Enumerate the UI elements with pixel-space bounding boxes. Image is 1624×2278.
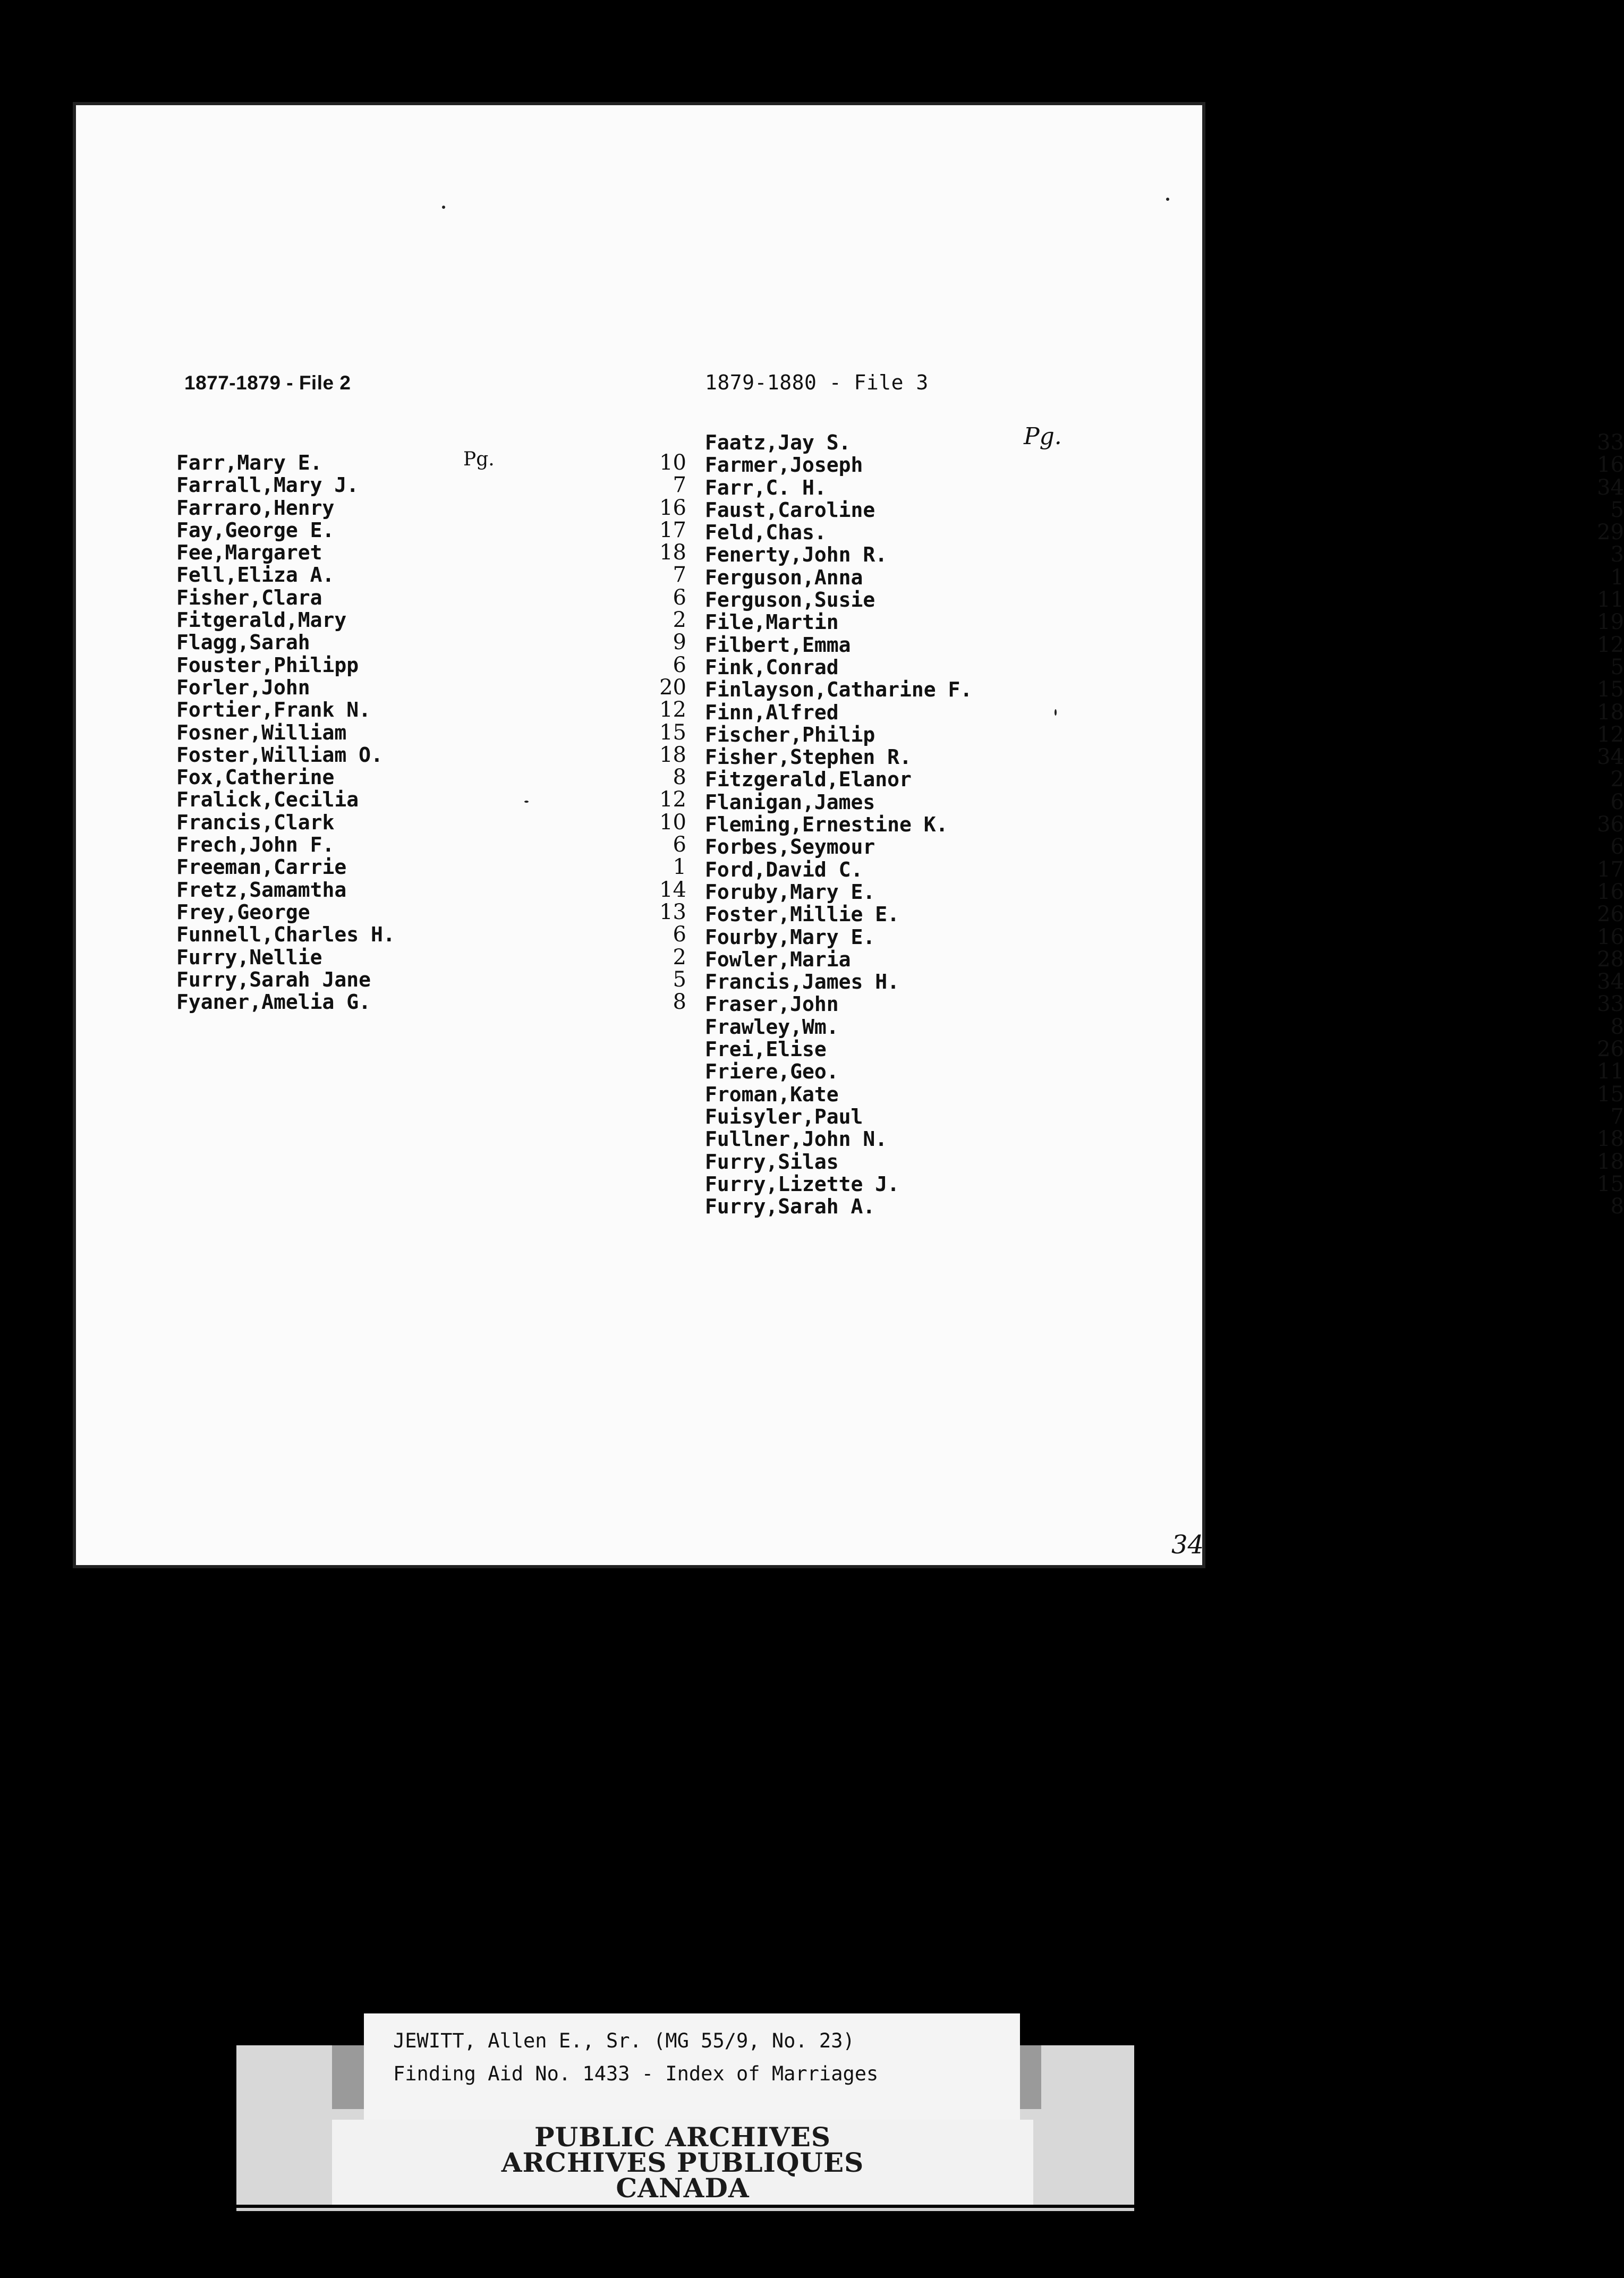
entry-name: Ferguson,Anna bbox=[705, 565, 863, 589]
entry-page: 18 bbox=[659, 540, 686, 565]
index-entry bbox=[176, 788, 708, 811]
index-entry bbox=[176, 811, 708, 834]
archives-stamp bbox=[332, 2120, 1033, 2205]
index-entry bbox=[176, 474, 708, 496]
index-entry bbox=[176, 923, 708, 946]
index-entry bbox=[176, 564, 708, 586]
entry-page: 15 bbox=[1597, 1171, 1624, 1196]
entry-name: Ferguson,Susie bbox=[705, 588, 875, 612]
entry-page: 8 bbox=[673, 990, 686, 1015]
document-page bbox=[73, 102, 1624, 1568]
entry-page: 5 bbox=[1610, 497, 1624, 522]
entry-name: Farrall,Mary J. bbox=[176, 473, 359, 497]
entry-name: Foster,Millie E. bbox=[705, 903, 900, 926]
index-entry bbox=[176, 631, 708, 653]
bottom-rule bbox=[236, 2208, 1134, 2211]
index-entry bbox=[705, 1014, 1624, 1039]
entry-page: 8 bbox=[673, 765, 686, 790]
index-entry bbox=[705, 947, 1624, 972]
entry-name: Ford,David C. bbox=[705, 857, 863, 881]
index-entry bbox=[705, 654, 1624, 679]
entry-page: 18 bbox=[1597, 1149, 1624, 1174]
index-entry bbox=[176, 519, 708, 541]
index-entry bbox=[705, 588, 1624, 613]
entry-page: 16 bbox=[1597, 924, 1624, 949]
entry-page: 8 bbox=[1610, 1194, 1624, 1219]
entry-page: 2 bbox=[1610, 767, 1624, 792]
entry-name: Fischer,Philip bbox=[705, 722, 875, 746]
entry-name: Foruby,Mary E. bbox=[705, 880, 875, 904]
entry-name: Funnell,Charles H. bbox=[176, 923, 395, 947]
left-column-heading: 1877-1879 - File 2 bbox=[184, 372, 351, 394]
entry-page: 10 bbox=[659, 450, 686, 475]
entry-page: 12 bbox=[1597, 722, 1624, 747]
entry-page: 8 bbox=[1610, 1014, 1624, 1039]
entry-name: Fullner,John N. bbox=[705, 1127, 888, 1151]
entry-name: Finn,Alfred bbox=[705, 700, 839, 724]
entry-name: Francis,James H. bbox=[705, 970, 900, 994]
entry-name: Faatz,Jay S. bbox=[705, 431, 851, 454]
entry-page: 6 bbox=[673, 585, 686, 610]
index-entry bbox=[705, 970, 1624, 994]
entry-name: Furry,Silas bbox=[705, 1150, 839, 1174]
entry-page: 7 bbox=[673, 563, 686, 588]
entry-name: Frei,Elise bbox=[705, 1038, 827, 1061]
entry-page: 16 bbox=[1597, 879, 1624, 904]
stamp-line-2: ARCHIVES PUBLIQUES bbox=[501, 2147, 864, 2178]
index-entry bbox=[705, 497, 1624, 522]
index-entry bbox=[176, 497, 708, 519]
entry-name: Farr,C. H. bbox=[705, 475, 827, 499]
dust-speck bbox=[1166, 198, 1169, 201]
entry-page: 28 bbox=[1597, 947, 1624, 972]
entry-page: 9 bbox=[673, 630, 686, 655]
entry-page: 18 bbox=[1597, 700, 1624, 725]
index-entry bbox=[176, 609, 708, 631]
label-shadow-right bbox=[1020, 2045, 1041, 2109]
entry-page: 33 bbox=[1597, 430, 1624, 455]
entry-name: Fitgerald,Mary bbox=[176, 608, 347, 632]
entry-name: Farr,Mary E. bbox=[176, 451, 322, 474]
index-entry bbox=[176, 834, 708, 856]
index-entry bbox=[176, 744, 708, 766]
entry-page: 12 bbox=[1597, 632, 1624, 657]
entry-name: Francis,Clark bbox=[176, 810, 335, 834]
left-pg-label: Pg. bbox=[463, 448, 495, 470]
entry-name: Fraser,John bbox=[705, 992, 839, 1016]
index-entry bbox=[705, 542, 1624, 567]
index-entry bbox=[705, 902, 1624, 927]
index-entry bbox=[705, 879, 1624, 904]
entry-page: 34 bbox=[1597, 970, 1624, 994]
entry-name: Fyaner,Amelia G. bbox=[176, 990, 371, 1014]
entry-name: File,Martin bbox=[705, 610, 839, 634]
index-entry bbox=[705, 475, 1624, 500]
entry-name: Fouster,Philipp bbox=[176, 653, 359, 677]
label-line-1: JEWITT, Allen E., Sr. (MG 55/9, No. 23) bbox=[393, 2029, 855, 2052]
entry-page: 5 bbox=[1610, 654, 1624, 679]
index-entry bbox=[705, 632, 1624, 657]
index-entry bbox=[705, 1194, 1624, 1219]
entry-page: 12 bbox=[659, 698, 686, 722]
entry-name: Farmer,Joseph bbox=[705, 453, 863, 477]
entry-name: Furry,Sarah A. bbox=[705, 1195, 875, 1219]
entry-page: 17 bbox=[659, 517, 686, 542]
entry-name: Fay,George E. bbox=[176, 518, 335, 542]
entry-name: Feld,Chas. bbox=[705, 521, 827, 545]
entry-name: Fortier,Frank N. bbox=[176, 698, 371, 722]
entry-page: 14 bbox=[659, 877, 686, 902]
entry-name: Frey,George bbox=[176, 900, 310, 924]
entry-page: 2 bbox=[673, 945, 686, 970]
entry-page: 7 bbox=[1610, 1104, 1624, 1129]
entry-name: Finlayson,Catharine F. bbox=[705, 678, 973, 702]
index-entry bbox=[176, 766, 708, 788]
entry-page: 6 bbox=[1610, 789, 1624, 814]
entry-name: Forler,John bbox=[176, 675, 310, 699]
index-entry bbox=[705, 430, 1624, 455]
dust-speck bbox=[524, 801, 529, 803]
entry-name: Flanigan,James bbox=[705, 790, 875, 814]
entry-name: Froman,Kate bbox=[705, 1082, 839, 1106]
index-entry bbox=[176, 541, 708, 564]
index-entry bbox=[705, 789, 1624, 814]
index-entry bbox=[176, 968, 708, 991]
index-entry bbox=[705, 453, 1624, 478]
entry-name: Furry,Lizette J. bbox=[705, 1172, 900, 1196]
index-entry bbox=[705, 767, 1624, 792]
entry-name: Flagg,Sarah bbox=[176, 631, 310, 654]
entry-name: Fee,Margaret bbox=[176, 541, 322, 565]
entry-page: 16 bbox=[659, 495, 686, 520]
stamp-line-3: CANADA bbox=[616, 2172, 750, 2204]
entry-name: Fralick,Cecilia bbox=[176, 788, 359, 812]
right-column-heading: 1879-1880 - File 3 bbox=[705, 371, 929, 394]
entry-page: 11 bbox=[1597, 588, 1624, 613]
index-entry bbox=[705, 677, 1624, 702]
index-entry bbox=[705, 992, 1624, 1017]
entry-page: 10 bbox=[659, 810, 686, 835]
entry-page: 6 bbox=[1610, 835, 1624, 860]
entry-page: 12 bbox=[659, 787, 686, 812]
entry-name: Fitzgerald,Elanor bbox=[705, 768, 912, 792]
entry-page: 34 bbox=[1597, 475, 1624, 500]
dust-speck bbox=[1055, 709, 1057, 716]
index-entry bbox=[705, 520, 1624, 545]
entry-name: Fourby,Mary E. bbox=[705, 925, 875, 949]
entry-page: 6 bbox=[673, 922, 686, 947]
entry-name: Furry,Sarah Jane bbox=[176, 967, 371, 991]
entry-name: Filbert,Emma bbox=[705, 633, 851, 657]
index-entry bbox=[705, 565, 1624, 590]
entry-page: 26 bbox=[1597, 902, 1624, 927]
index-entry bbox=[705, 924, 1624, 949]
index-entry bbox=[176, 946, 708, 968]
entry-page: 13 bbox=[659, 899, 686, 924]
right-pg-label: Pg. bbox=[1024, 423, 1062, 450]
page-number: 34 bbox=[1171, 1530, 1204, 1560]
index-entry bbox=[176, 991, 708, 1013]
entry-page: 15 bbox=[659, 720, 686, 745]
index-entry bbox=[705, 1059, 1624, 1084]
label-line-2: Finding Aid No. 1433 - Index of Marriages bbox=[393, 2062, 879, 2085]
entry-name: Fuisyler,Paul bbox=[705, 1104, 863, 1128]
index-entry bbox=[176, 452, 708, 474]
entry-page: 20 bbox=[659, 675, 686, 700]
entry-name: Fosner,William bbox=[176, 720, 347, 744]
entry-name: Fretz,Samamtha bbox=[176, 878, 347, 902]
index-entry bbox=[176, 654, 708, 676]
finding-aid-label bbox=[364, 2013, 1020, 2120]
right-index-list bbox=[705, 430, 1624, 1219]
entry-page: 1 bbox=[673, 855, 686, 880]
entry-name: Forbes,Seymour bbox=[705, 835, 875, 859]
entry-name: Fleming,Ernestine K. bbox=[705, 813, 948, 837]
index-entry bbox=[176, 699, 708, 721]
stamp-line-1: PUBLIC ARCHIVES bbox=[534, 2121, 831, 2153]
entry-name: Fisher,Stephen R. bbox=[705, 745, 912, 769]
index-entry bbox=[176, 676, 708, 699]
index-entry bbox=[705, 835, 1624, 860]
left-index-list bbox=[176, 452, 708, 1013]
entry-page: 3 bbox=[1610, 542, 1624, 567]
entry-name: Farraro,Henry bbox=[176, 496, 335, 520]
entry-page: 2 bbox=[673, 608, 686, 633]
index-entry bbox=[705, 722, 1624, 747]
entry-name: Fink,Conrad bbox=[705, 655, 839, 679]
index-entry bbox=[705, 1171, 1624, 1196]
entry-name: Foster,William O. bbox=[176, 743, 383, 767]
index-entry bbox=[705, 700, 1624, 725]
index-entry bbox=[705, 812, 1624, 837]
label-shadow-left bbox=[332, 2045, 364, 2109]
entry-page: 1 bbox=[1610, 565, 1624, 590]
index-entry bbox=[176, 901, 708, 923]
entry-page: 33 bbox=[1597, 992, 1624, 1017]
entry-name: Fisher,Clara bbox=[176, 585, 322, 609]
entry-name: Furry,Nellie bbox=[176, 945, 322, 969]
entry-page: 18 bbox=[659, 742, 686, 767]
dust-speck bbox=[442, 206, 445, 209]
entry-page: 15 bbox=[1597, 1082, 1624, 1107]
index-entry bbox=[705, 1082, 1624, 1107]
entry-page: 29 bbox=[1597, 520, 1624, 545]
index-entry bbox=[176, 856, 708, 878]
entry-page: 6 bbox=[673, 652, 686, 677]
index-entry bbox=[705, 1104, 1624, 1129]
entry-page: 11 bbox=[1597, 1059, 1624, 1084]
index-entry bbox=[705, 1037, 1624, 1062]
entry-name: Faust,Caroline bbox=[705, 498, 875, 522]
entry-name: Freeman,Carrie bbox=[176, 855, 347, 879]
entry-page: 16 bbox=[1597, 453, 1624, 478]
entry-page: 17 bbox=[1597, 857, 1624, 882]
entry-name: Friere,Geo. bbox=[705, 1060, 839, 1084]
entry-page: 36 bbox=[1597, 812, 1624, 837]
entry-page: 6 bbox=[673, 832, 686, 857]
entry-name: Fenerty,John R. bbox=[705, 543, 888, 567]
entry-name: Frawley,Wm. bbox=[705, 1015, 839, 1039]
index-entry bbox=[705, 1149, 1624, 1174]
entry-name: Fox,Catherine bbox=[176, 766, 335, 789]
index-entry bbox=[705, 1127, 1624, 1152]
index-entry bbox=[176, 586, 708, 609]
entry-page: 19 bbox=[1597, 610, 1624, 635]
index-entry bbox=[176, 879, 708, 901]
index-entry bbox=[705, 857, 1624, 882]
entry-page: 26 bbox=[1597, 1037, 1624, 1062]
entry-page: 18 bbox=[1597, 1127, 1624, 1152]
entry-page: 5 bbox=[673, 967, 686, 992]
entry-name: Fell,Eliza A. bbox=[176, 563, 335, 587]
index-entry bbox=[705, 610, 1624, 635]
entry-page: 7 bbox=[673, 473, 686, 498]
index-entry bbox=[705, 745, 1624, 770]
index-entry bbox=[176, 721, 708, 744]
entry-name: Fowler,Maria bbox=[705, 947, 851, 971]
entry-page: 15 bbox=[1597, 677, 1624, 702]
entry-name: Frech,John F. bbox=[176, 833, 335, 857]
entry-page: 34 bbox=[1597, 745, 1624, 770]
